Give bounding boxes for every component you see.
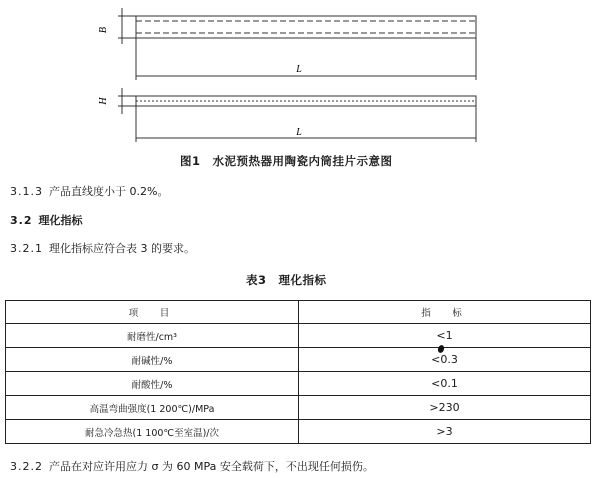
- section-number: 3.2: [10, 214, 33, 227]
- figure-caption: 图1 水泥预热器用陶瓷内筒挂片示意图: [180, 154, 393, 168]
- dim-b-label: B: [98, 26, 109, 34]
- row-value: <0.1: [299, 372, 591, 396]
- plate-diagram: [0, 0, 600, 150]
- section-title: 理化指标: [38, 214, 83, 227]
- header-value: 指 标: [299, 301, 591, 324]
- clause-3-2-1: [10, 240, 195, 256]
- dim-h-label: H: [98, 97, 109, 105]
- header-item: 项 目: [6, 301, 299, 324]
- clause-text: 产品在对应许用应力 σ 为 60 MPa 安全载荷下，不出现任何损伤。: [49, 460, 374, 473]
- clause-3-1-3: [10, 183, 168, 199]
- row-item: 高温弯曲强度(1 200℃)/MPa: [6, 396, 299, 420]
- table-row: [6, 396, 591, 420]
- table-row: [6, 348, 591, 372]
- plate-top-outline: [136, 16, 476, 38]
- clause-text: 理化指标应符合表 3 的要求。: [49, 242, 195, 255]
- row-item: 耐酸性/%: [6, 372, 299, 396]
- table-row: [6, 324, 591, 348]
- dim-l-top-label: L: [296, 64, 302, 75]
- row-value: <0.3: [299, 348, 591, 372]
- row-value: >230: [299, 396, 591, 420]
- table-title: 表3 理化指标: [246, 273, 327, 287]
- clause-text: 产品直线度小于 0.2%。: [49, 185, 169, 198]
- section-3-2: [10, 212, 83, 228]
- clause-number: 3.2.2: [10, 460, 43, 473]
- row-item: 耐磨性/cm³: [6, 324, 299, 348]
- properties-table: [5, 300, 591, 444]
- dim-l-bottom-label: L: [296, 127, 302, 138]
- table-row: [6, 420, 591, 444]
- row-value: >3: [299, 420, 591, 444]
- row-item: 耐急冷急热(1 100℃至室温)/次: [6, 420, 299, 444]
- table-row: [6, 372, 591, 396]
- row-item: 耐碱性/%: [6, 348, 299, 372]
- clause-number: 3.1.3: [10, 185, 43, 198]
- row-value: <1: [299, 324, 591, 348]
- clause-3-2-2: [10, 458, 374, 474]
- table-header-row: [6, 301, 591, 324]
- clause-number: 3.2.1: [10, 242, 43, 255]
